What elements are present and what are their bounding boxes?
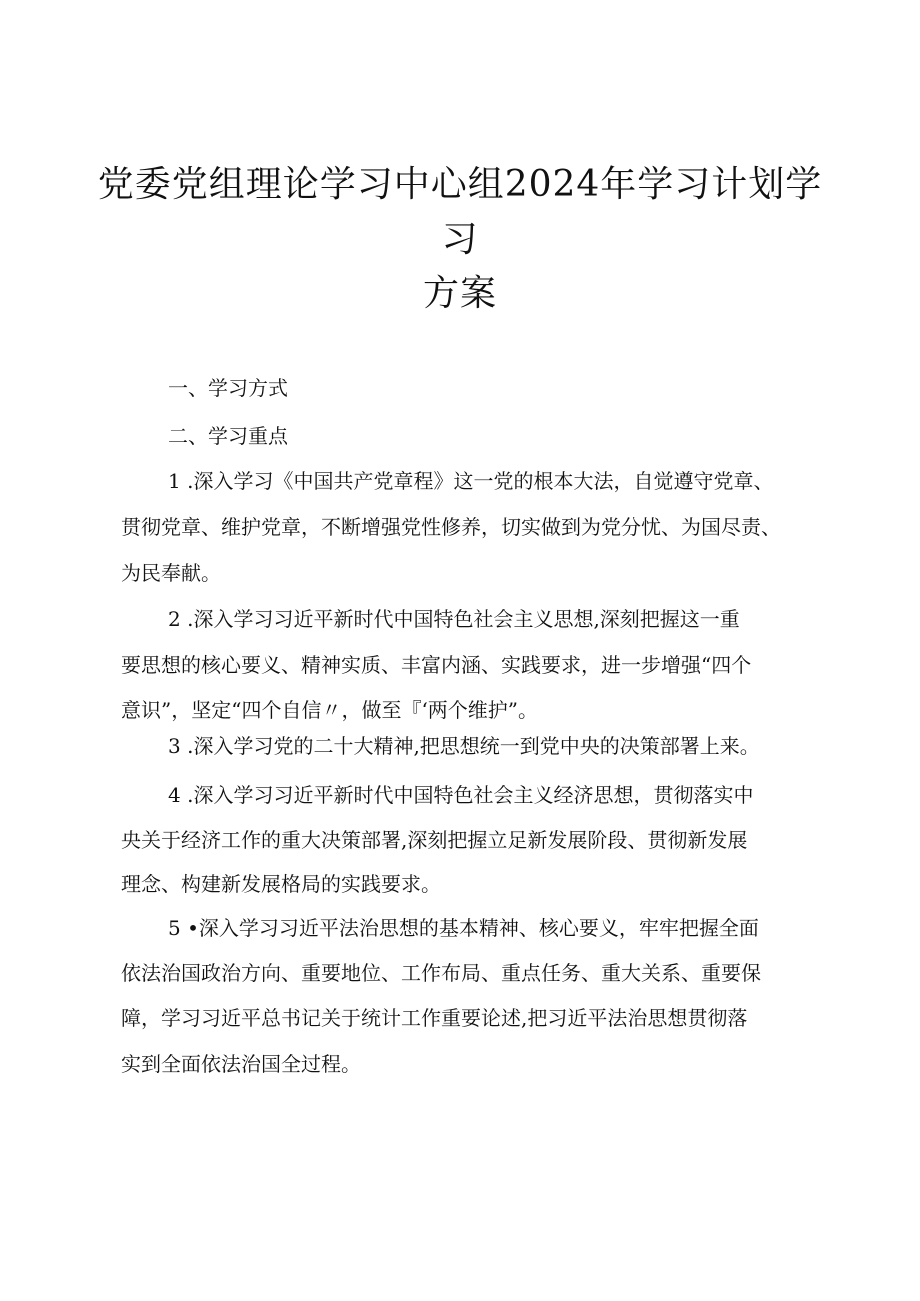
section-heading-study-focus: 二、学习重点: [168, 424, 288, 448]
item-2-line-1: 2 .深入学习习近平新时代中国特色社会主义思想,深刻把握这一重: [168, 607, 740, 631]
item-1-line-2: 贯彻党章、维护党章，不断增强党性修养，切实做到为党分忧、为国尽责、: [121, 515, 781, 539]
item-1-line-1: 1 .深入学习《中国共产党章程》这一党的根本大法，自觉遵守党章、: [168, 469, 774, 493]
item-2-line-2: 要思想的核心要义、精神实质、丰富内涵、实践要求，进一步增强“四个: [121, 653, 752, 677]
section-heading-study-method: 一、学习方式: [168, 376, 288, 400]
item-1-line-3: 为民奉献。: [121, 561, 221, 585]
item-3-line-1: 3 .深入学习党的二十大精神,把思想统一到党中央的决策部署上来。: [168, 734, 760, 758]
document-title-line-1: 党委党组理论学习中心组2024年学习计划学: [97, 164, 823, 205]
item-5-line-2: 依法治国政治方向、重要地位、工作布局、重点任务、重大关系、重要保: [121, 961, 761, 985]
document-title-line-2: 习: [441, 219, 479, 260]
item-2-line-3: 意识”，坚定“四个自信〃，做至『‘两个维护”。: [121, 698, 539, 722]
item-5-line-1: 5 •深入学习习近平法治思想的基本精神、核心要义，牢牢把握全面: [168, 916, 759, 940]
document-title-line-3: 方案: [422, 273, 497, 314]
item-5-line-4: 实到全面依法治国全过程。: [121, 1052, 361, 1076]
item-5-line-3: 障，学习习近平总书记关于统计工作重要论述,把习近平法治思想贯彻落: [121, 1006, 748, 1030]
item-4-line-3: 理念、构建新发展格局的实践要求。: [121, 872, 441, 896]
item-4-line-1: 4 .深入学习习近平新时代中国特色社会主义经济思想，贯彻落实中: [168, 783, 754, 807]
item-4-line-2: 央关于经济工作的重大决策部署,深刻把握立足新发展阶段、贯彻新发展: [121, 828, 748, 852]
